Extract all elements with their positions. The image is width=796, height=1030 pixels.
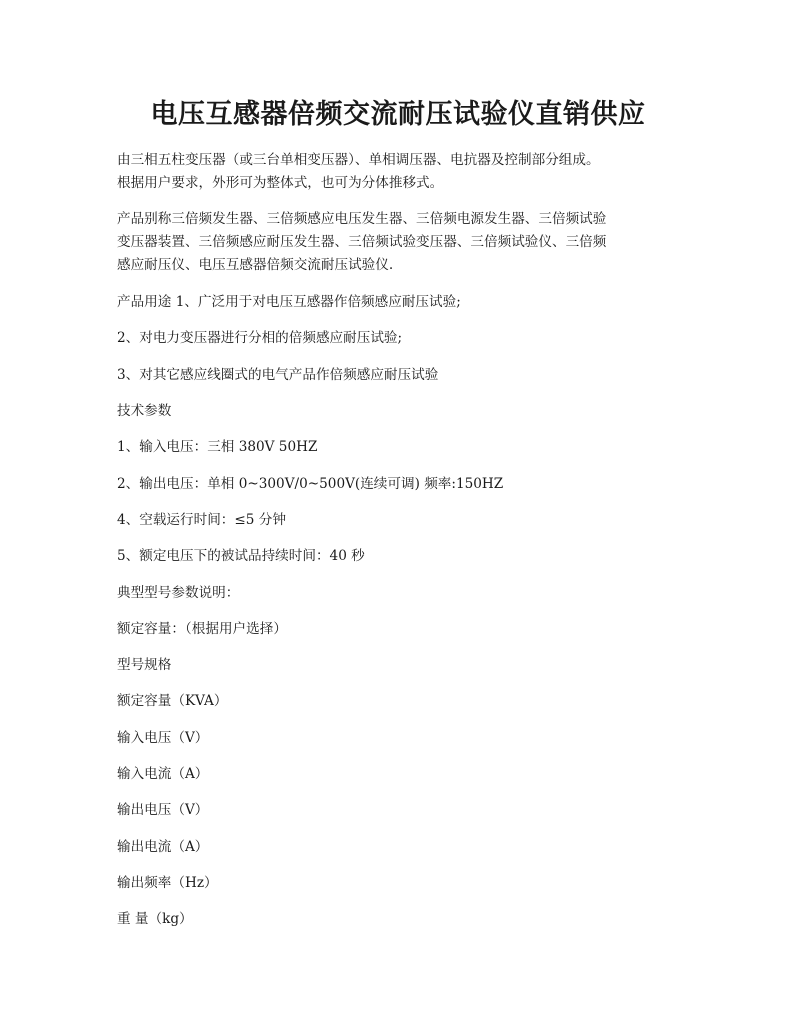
param-duration: 5、额定电压下的被试品持续时间：40 秒 bbox=[117, 548, 365, 564]
tech-params-heading: 技术参数 bbox=[117, 403, 172, 419]
param-input-voltage: 1、输入电压：三相 380V 50HZ bbox=[117, 439, 318, 455]
rated-capacity-note: 额定容量：（根据用户选择） bbox=[117, 621, 287, 637]
spec-item: 输出电流（A） bbox=[117, 839, 209, 855]
alias-line-2: 变压器装置、三倍频感应耐压发生器、三倍频试验变压器、三倍频试验仪、三倍频 bbox=[117, 234, 607, 250]
spec-item: 输入电流（A） bbox=[117, 766, 209, 782]
alias-line-1: 产品别称三倍频发生器、三倍频感应电压发生器、三倍频电源发生器、三倍频试验 bbox=[117, 211, 607, 227]
spec-item: 输出频率（Hz） bbox=[117, 875, 218, 891]
document-title: 电压互感器倍频交流耐压试验仪直销供应 bbox=[150, 99, 646, 130]
usage-item-2: 2、对电力变压器进行分相的倍频感应耐压试验; bbox=[117, 330, 403, 346]
spec-item: 输出电压（V） bbox=[117, 802, 209, 818]
spec-item: 重 量（kg） bbox=[117, 911, 193, 927]
usage-item-1: 产品用途 1、广泛用于对电压互感器作倍频感应耐压试验; bbox=[117, 294, 461, 310]
param-output-voltage: 2、输出电压：单相 0~300V/0~500V(连续可调) 频率:150HZ bbox=[117, 476, 504, 492]
spec-item: 额定容量（KVA） bbox=[117, 693, 228, 709]
spec-item: 输入电压（V） bbox=[117, 730, 209, 746]
model-heading: 典型型号参数说明： bbox=[117, 585, 240, 601]
intro-line-1: 由三相五柱变压器（或三台单相变压器）、单相调压器、电抗器及控制部分组成。 bbox=[117, 152, 600, 168]
intro-line-2: 根据用户要求，外形可为整体式，也可为分体推移式。 bbox=[117, 175, 444, 191]
usage-item-3: 3、对其它感应线圈式的电气产品作倍频感应耐压试验 bbox=[117, 367, 439, 383]
alias-line-3: 感应耐压仪、电压互感器倍频交流耐压试验仪. bbox=[117, 257, 394, 273]
param-idle-time: 4、空载运行时间：≤5 分钟 bbox=[117, 512, 286, 528]
spec-heading: 型号规格 bbox=[117, 657, 172, 673]
